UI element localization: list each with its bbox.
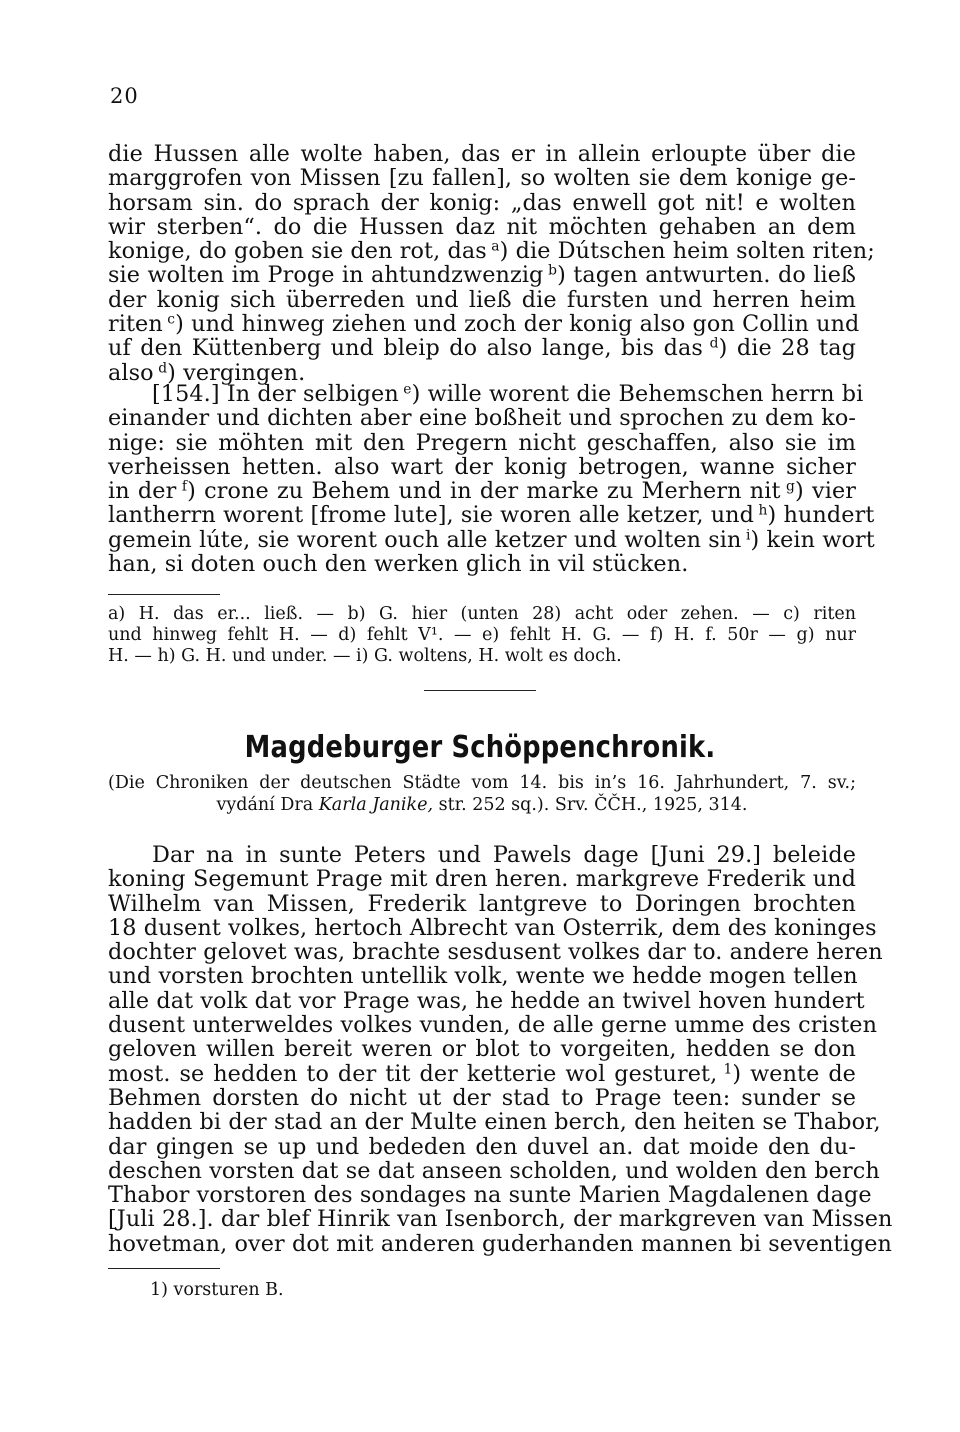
source-note-text: str. 252 sq.). Srv. ČČH., 1925, 314. [433, 795, 748, 815]
text-line: also $^d$) vergingen. [108, 359, 306, 386]
footnote-marker: d [702, 335, 719, 352]
text-line: lantherrn worent [frome lute], sie woren alle ketzer, und $^h$) hundert [108, 502, 875, 529]
text-line: dar gingen se up und bededen den duvel an. dat moide den du- [108, 1133, 856, 1160]
text-line: 18 dusent volkes, hertoch Albrecht van Osterrik, dem des koninges [108, 914, 877, 941]
footnote-divider [108, 594, 220, 595]
source-note-line [108, 794, 856, 816]
footnote-marker: g [780, 478, 795, 495]
source-note [108, 772, 856, 816]
page-number: 20 [110, 84, 139, 108]
text-line: verheissen hetten. also wart der konig betrogen, wanne sicher [108, 453, 856, 480]
text-line: Wilhelm van Missen, Frederik lantgreve to Doringen brochten [108, 890, 856, 917]
footnote-marker: e [398, 381, 412, 398]
editor-name: Karla Janike, [318, 795, 434, 815]
text-line: most. se hedden to der tit der ketterie wol gesturet, $^1$) wente de [108, 1060, 856, 1087]
text-line: alle dat volk dat vor Prage was, he hedde an twivel hoven hundert [108, 987, 865, 1014]
footnote-marker: f [176, 478, 188, 495]
footnote-marker: 1 [717, 1061, 733, 1078]
text-line: [154.] In der selbigen $^e$) wille worent die Behemschen herrn bi [152, 381, 864, 407]
footnote-marker: a [486, 238, 500, 255]
text-line: han, si doten ouch den werken glich in vil stücken. [108, 551, 689, 578]
footnote-line: 1) vorsturen B. [150, 1280, 284, 1300]
footnotes-variants [108, 604, 856, 667]
paragraph-hussen [108, 141, 875, 386]
text-line: die Hussen alle wolte haben, das er in allein erloupte über die [108, 141, 856, 167]
footnote-marker: c [162, 311, 176, 328]
paragraph-magdeburg [108, 842, 893, 1257]
text-line: geloven willen bereit weren or blot to vorgeiten, hedden se don [108, 1036, 856, 1063]
text-line: horsam sin. do sprach der konig: „das enwell got nit! e wolten [108, 189, 856, 216]
text-line: in der $^f$) crone zu Behem und in der marke zu Merhern nit $^g$) vier [108, 478, 856, 505]
text-line: Behmen dorsten do nicht ut der stad to Prage teen: sunder se [108, 1084, 856, 1111]
text-line: dusent unterweldes volkes vunden, de alle gerne umme des cristen [108, 1012, 878, 1039]
source-note-line: (Die Chroniken der deutschen Städte vom 14. bis in’s 16. Jahrhundert, 7. sv.; [108, 773, 856, 793]
text-line: Thabor vorstoren des sondages na sunte Marien Magdalenen dage [108, 1182, 872, 1209]
text-line: der konig sich überreden und ließ die fursten und herren heim [108, 286, 856, 313]
text-line: dochter gelovet was, brachte sesdusent volkes dar to. andere heren [108, 939, 883, 966]
footnote-marker: h [754, 502, 768, 519]
source-note-text: vydání Dra [216, 795, 319, 815]
paragraph-154 [108, 381, 875, 578]
text-line: Dar na in sunte Peters und Pawels dage [Juni 29.] beleide [152, 842, 856, 868]
text-line: koning Segemunt Prage mit dren heren. markgreve Frederik und [108, 866, 856, 893]
text-line: uf den Küttenberg und bleip do also lange, bis das $^d$) die 28 tag [108, 335, 856, 362]
text-line: wir sterben“. do die Hussen daz nit möchten gehaben an dem [108, 213, 856, 240]
text-line: deschen vorsten dat se dat anseen scholden, und wolden den berch [108, 1157, 880, 1184]
footnote-marker: b [543, 262, 558, 279]
section-title: Magdeburger Schöppenchronik. [244, 730, 716, 765]
text-line: hadden bi der stad an der Multe einen berch, den heiten se Thabor, [108, 1109, 881, 1136]
footnote-line: H. — h) G. H. und under. — i) G. woltens, H. wolt es doch. [108, 646, 622, 666]
text-line: riten $^c$) und hinweg ziehen und zoch der konig also gon Collin und [108, 311, 860, 338]
text-line: [Juli 28.]. dar blef Hinrik van Isenborch, der markgreven van Missen [108, 1206, 893, 1233]
footnote-marker: d [153, 360, 168, 377]
text-line: sie wolten im Proge in ahtundzwenzig $^b$) tagen antwurten. do ließ [108, 262, 856, 289]
footnote-marker: i [741, 527, 751, 544]
section-divider [424, 690, 536, 691]
text-line: und vorsten brochten untellik volk, wente we hedde mogen tellen [108, 963, 858, 990]
text-line: marggrofen von Missen [zu fallen], so wolten sie dem konige ge- [108, 165, 856, 192]
text-line: konige, do goben sie den rot, das $^a$) die Dútschen heim solten riten; [108, 238, 875, 265]
footnote-vorsturen [150, 1280, 284, 1301]
text-line: gemein lúte, sie worent ouch alle ketzer und wolten sin $^i$) kein wort [108, 526, 875, 553]
text-line: nige: sie möhten mit den Pregern nicht geschaffen, also sie im [108, 429, 856, 456]
footnote-line: a) H. das er... ließ. — b) G. hier (unten 28) acht oder zehen. — c) riten [108, 604, 856, 624]
text-line: einander und dichten aber eine boßheit und sprochen zu dem ko- [108, 405, 856, 432]
text-line: hovetman, over dot mit anderen guderhanden mannen bi seventigen [108, 1230, 892, 1257]
footnote-divider [108, 1268, 220, 1269]
footnote-line: und hinweg fehlt H. — d) fehlt V¹. — e) fehlt H. G. — f) H. f. 50r — g) nur [108, 625, 856, 645]
